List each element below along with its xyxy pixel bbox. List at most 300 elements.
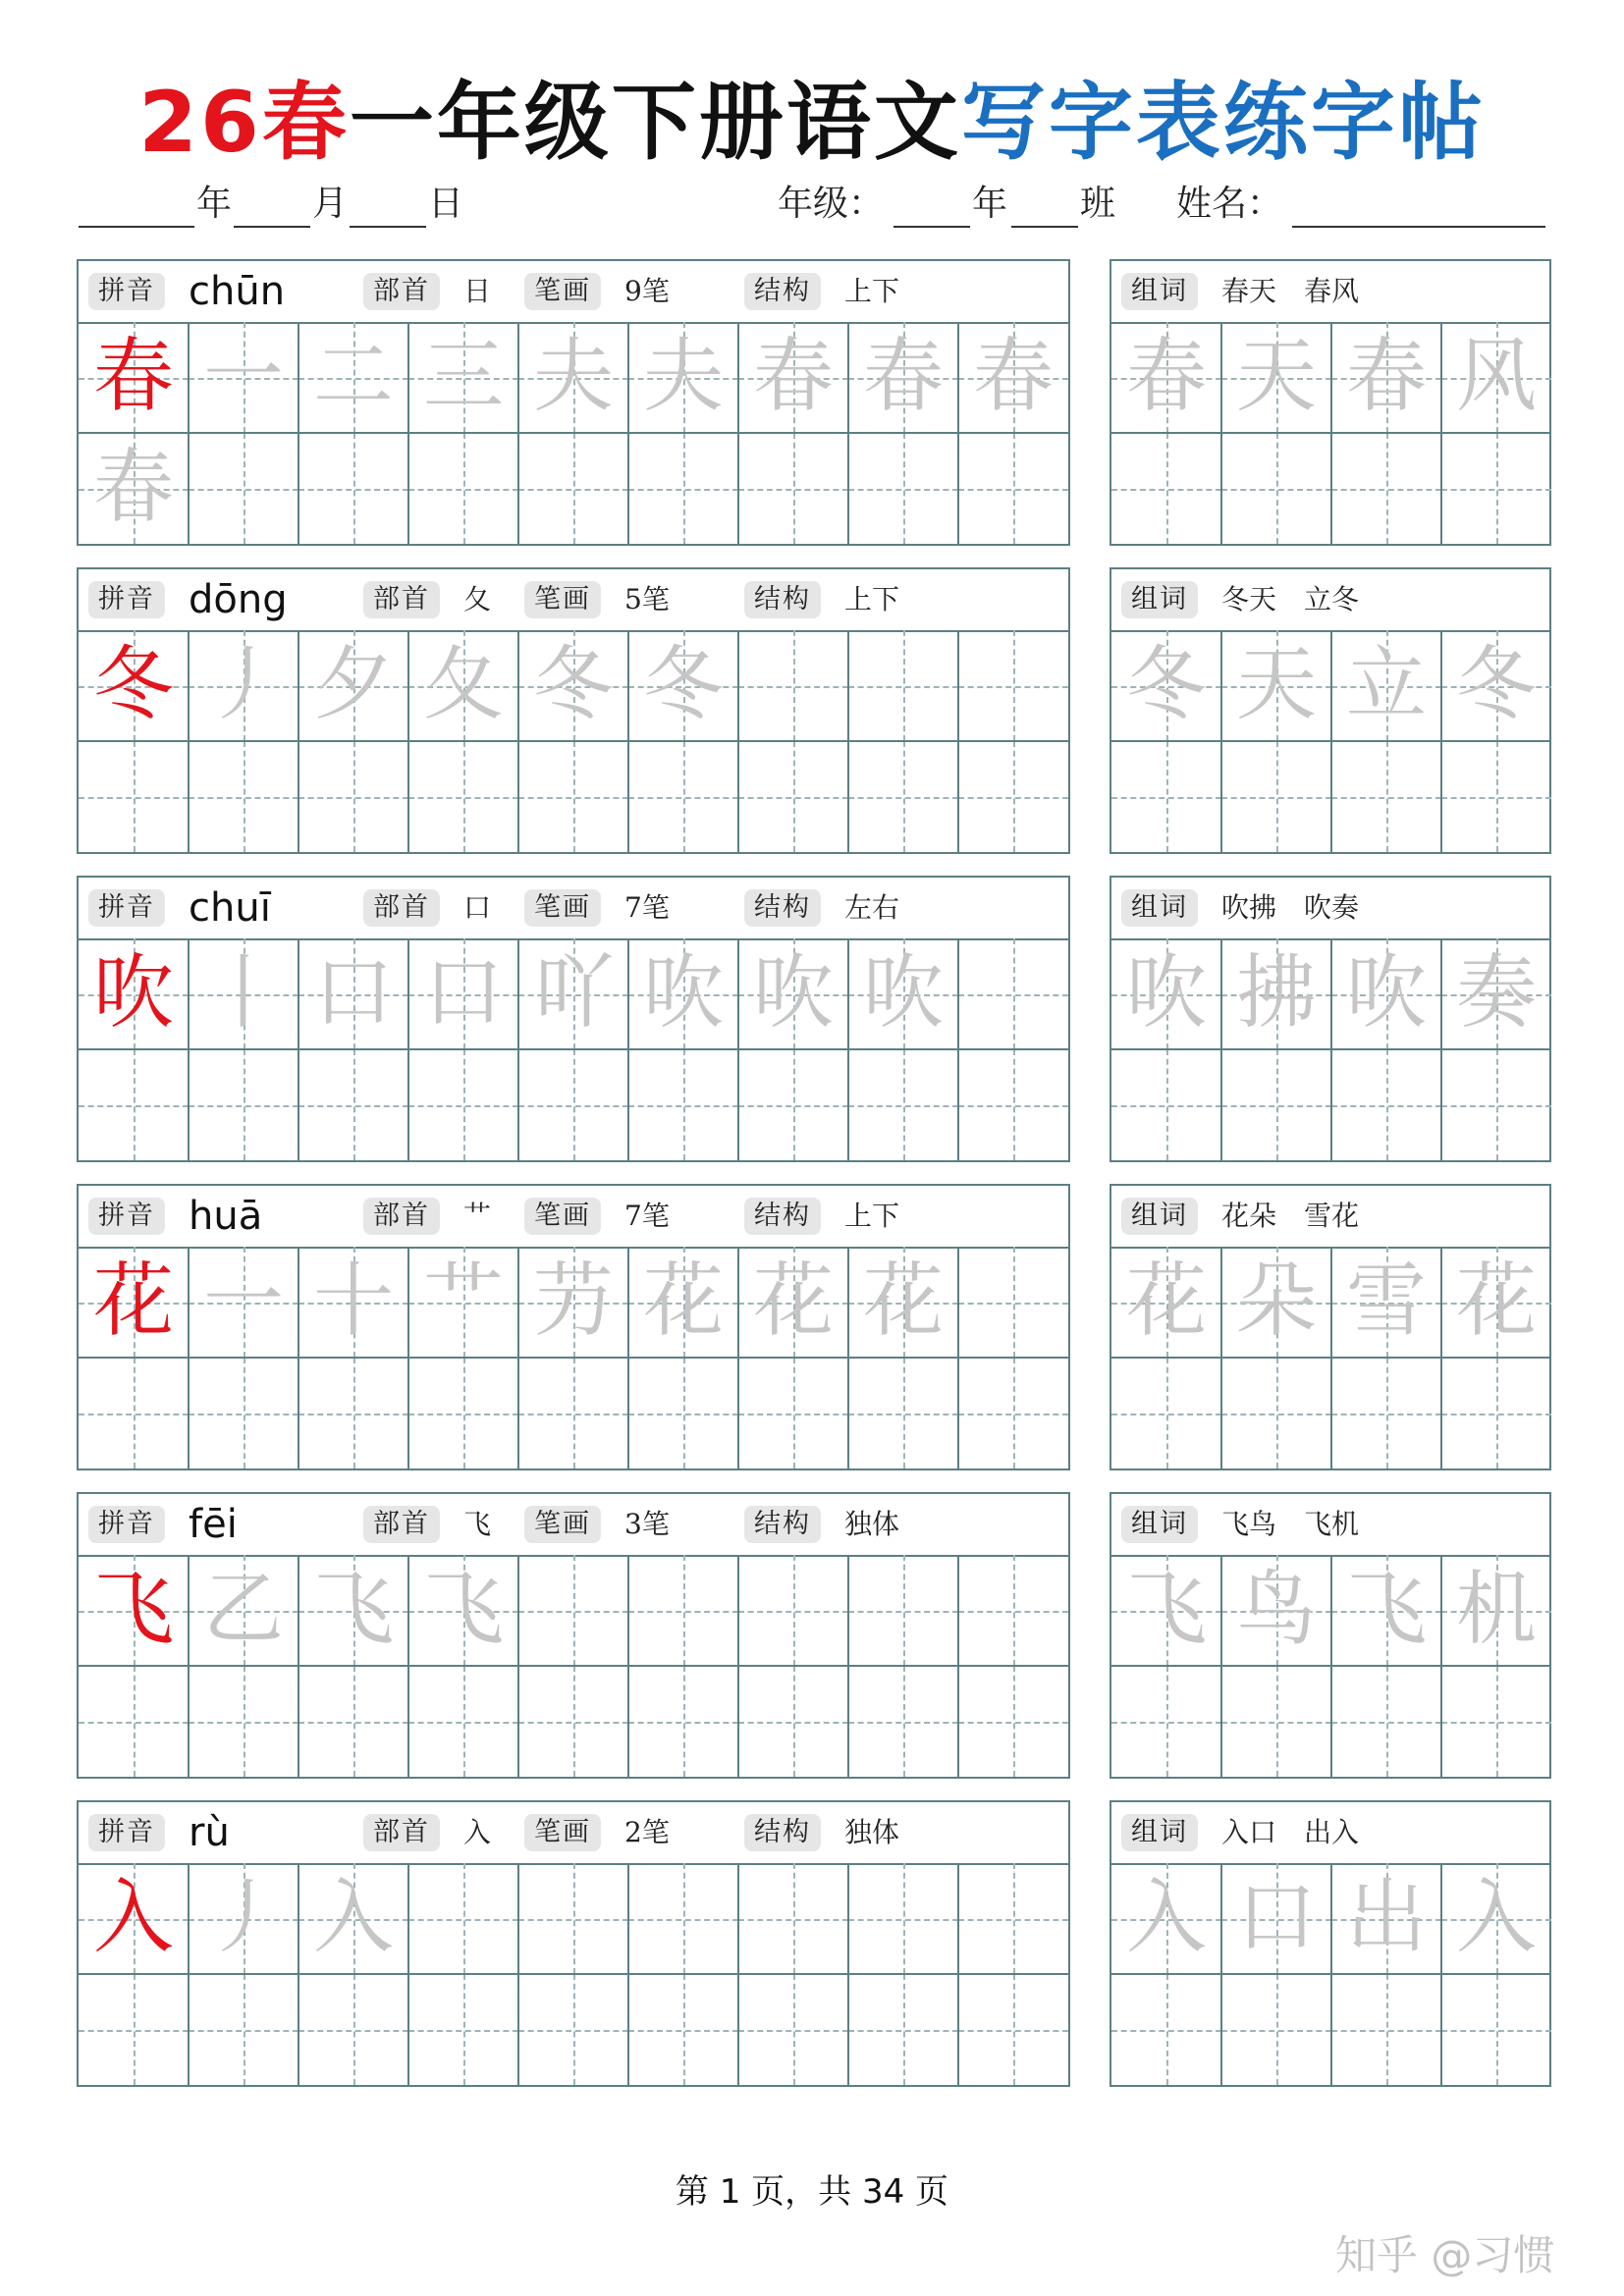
model-character: 春	[92, 330, 174, 423]
guide-line-v	[903, 1666, 905, 1777]
writing-cell[interactable]	[738, 630, 848, 741]
guide-line-v	[1386, 1049, 1388, 1160]
pinyin-tag: 拼音	[88, 581, 165, 618]
word-trace-character: 入	[1125, 1871, 1207, 1964]
guide-line-v	[1276, 1358, 1278, 1468]
writing-cell[interactable]	[518, 1555, 628, 1666]
writing-cell[interactable]	[189, 433, 298, 544]
word-info-header	[1111, 1186, 1549, 1249]
stroke-step-character: 一	[202, 1255, 284, 1348]
strokes-tag: 笔画	[524, 889, 601, 927]
strokes-tag: 笔画	[524, 273, 601, 310]
word-trace-character: 朵	[1235, 1255, 1317, 1348]
writing-cell[interactable]	[298, 1666, 408, 1777]
writing-cell[interactable]	[189, 1974, 298, 2085]
year-label: 年	[196, 184, 233, 224]
guide-line-v	[793, 1049, 795, 1160]
day-label: 日	[428, 184, 464, 224]
guide-line-v	[1386, 1358, 1388, 1468]
guide-line-v	[1496, 433, 1498, 544]
word-info-header	[1111, 878, 1549, 940]
strokes-tag: 笔画	[524, 1506, 601, 1543]
word-trace-character: 花	[1125, 1255, 1207, 1348]
guide-line-v	[353, 1974, 355, 2085]
guide-line-v	[793, 433, 795, 544]
guide-line-v	[793, 1358, 795, 1468]
writing-cell[interactable]	[1331, 1974, 1441, 2085]
guide-line-v	[793, 1555, 795, 1666]
guide-line-v	[1276, 741, 1278, 852]
writing-cell[interactable]	[738, 1358, 848, 1468]
writing-cell[interactable]	[848, 741, 958, 852]
guide-line-v	[244, 1666, 245, 1777]
writing-cell[interactable]	[79, 1358, 189, 1468]
pinyin-value: chūn	[189, 269, 286, 314]
writing-cell[interactable]	[1331, 1049, 1441, 1160]
writing-cell[interactable]	[1111, 1666, 1221, 1777]
writing-cell[interactable]	[408, 1974, 518, 2085]
pinyin-value: rù	[189, 1810, 230, 1855]
writing-cell[interactable]	[848, 1974, 958, 2085]
structure-value: 左右	[844, 891, 900, 924]
character-info-header	[79, 878, 1068, 940]
writing-cell[interactable]	[189, 1666, 298, 1777]
writing-cell[interactable]	[958, 630, 1068, 741]
writing-cell[interactable]	[1221, 1974, 1331, 2085]
writing-cell[interactable]	[1221, 433, 1331, 544]
writing-cell[interactable]	[408, 741, 518, 852]
model-character: 冬	[92, 638, 174, 731]
guide-line-v	[793, 741, 795, 852]
writing-cell[interactable]	[1111, 433, 1221, 544]
pinyin-tag: 拼音	[88, 1814, 165, 1851]
guide-line-v	[573, 1555, 575, 1666]
guide-line-v	[1013, 938, 1015, 1049]
writing-cell[interactable]	[958, 1974, 1068, 2085]
grade-blank[interactable]	[893, 226, 970, 228]
writing-cell[interactable]	[958, 1049, 1068, 1160]
writing-cell[interactable]	[848, 1863, 958, 1974]
structure-tag: 结构	[744, 889, 821, 927]
writing-cell[interactable]	[738, 1863, 848, 1974]
radical-value: 飞	[463, 1508, 492, 1540]
writing-grid	[79, 1555, 1068, 1777]
writing-cell[interactable]	[518, 1974, 628, 2085]
guide-line-v	[683, 1974, 685, 2085]
guide-line-v	[573, 1974, 575, 2085]
writing-cell[interactable]	[408, 433, 518, 544]
word-trace-character: 立	[1345, 638, 1427, 731]
title-part-practice: 写字表练字帖	[960, 74, 1486, 172]
writing-cell[interactable]	[848, 630, 958, 741]
guide-line-v	[1013, 1555, 1015, 1666]
writing-cell[interactable]	[518, 1049, 628, 1160]
stroke-step-character: 夫	[642, 330, 724, 423]
guide-line-v	[353, 1358, 355, 1468]
writing-cell[interactable]	[738, 1974, 848, 2085]
character-practice-block	[77, 567, 1070, 854]
pinyin-tag: 拼音	[88, 1198, 165, 1235]
guide-line-v	[903, 433, 905, 544]
word-trace-character: 奏	[1455, 946, 1537, 1040]
writing-cell[interactable]	[738, 433, 848, 544]
writing-cell[interactable]	[628, 1863, 738, 1974]
writing-cell[interactable]	[408, 1863, 518, 1974]
guide-line-v	[1013, 1974, 1015, 2085]
strokes-tag: 笔画	[524, 581, 601, 618]
guide-line-v	[1166, 1974, 1168, 2085]
writing-cell[interactable]	[518, 1358, 628, 1468]
writing-cell[interactable]	[189, 1049, 298, 1160]
pinyin-value: fēi	[189, 1502, 238, 1547]
writing-cell[interactable]	[1111, 1049, 1221, 1160]
word-trace-character: 天	[1235, 330, 1317, 423]
guide-line-v	[1496, 1049, 1498, 1160]
word-trace-character: 天	[1235, 638, 1317, 731]
word-trace-character: 花	[1455, 1255, 1537, 1348]
words-value: 入口 出入	[1221, 1816, 1360, 1848]
structure-tag: 结构	[744, 581, 821, 618]
word-trace-character: 吹	[1345, 946, 1427, 1040]
strokes-value: 2笔	[624, 1816, 670, 1848]
radical-value: 日	[463, 275, 492, 307]
writing-cell[interactable]	[738, 1049, 848, 1160]
model-character: 飞	[92, 1563, 174, 1656]
guide-line-v	[573, 741, 575, 852]
word-trace-character: 拂	[1235, 946, 1317, 1040]
writing-cell[interactable]	[958, 1555, 1068, 1666]
guide-line-v	[353, 433, 355, 544]
writing-cell[interactable]	[79, 741, 189, 852]
guide-line-v	[1166, 433, 1168, 544]
writing-cell[interactable]	[298, 1049, 408, 1160]
stroke-step-character: 冬	[532, 638, 614, 731]
stroke-step-character: 吹	[862, 946, 944, 1040]
word-trace-character: 雪	[1345, 1255, 1427, 1348]
radical-tag: 部首	[363, 581, 440, 618]
writing-cell[interactable]	[1441, 1974, 1551, 2085]
word-practice-block	[1110, 567, 1551, 854]
writing-cell[interactable]	[628, 1555, 738, 1666]
writing-cell[interactable]	[1221, 1358, 1331, 1468]
writing-cell[interactable]	[408, 1666, 518, 1777]
stroke-step-character: 丿	[202, 1871, 284, 1964]
word-info-header	[1111, 1494, 1549, 1557]
character-info-header	[79, 1494, 1068, 1557]
writing-cell[interactable]	[628, 1974, 738, 2085]
writing-cell[interactable]	[189, 741, 298, 852]
writing-cell[interactable]	[518, 1666, 628, 1777]
writing-grid	[79, 630, 1068, 852]
guide-line-v	[463, 1863, 465, 1974]
radical-tag: 部首	[363, 273, 440, 310]
guide-line-v	[1496, 1358, 1498, 1468]
guide-line-v	[244, 433, 245, 544]
words-value: 春天 春风	[1221, 275, 1360, 307]
guide-line-v	[1013, 1049, 1015, 1160]
stroke-step-character: 花	[752, 1255, 834, 1348]
writing-cell[interactable]	[1331, 1358, 1441, 1468]
writing-cell[interactable]	[848, 1358, 958, 1468]
writing-cell[interactable]	[958, 1666, 1068, 1777]
guide-line-v	[1496, 1666, 1498, 1777]
guide-line-v	[903, 1049, 905, 1160]
pinyin-value: huā	[189, 1194, 263, 1239]
month-blank[interactable]	[234, 226, 310, 228]
writing-cell[interactable]	[1111, 1974, 1221, 2085]
writing-cell[interactable]	[298, 1358, 408, 1468]
word-writing-grid	[1111, 1247, 1549, 1468]
writing-cell[interactable]	[848, 1049, 958, 1160]
writing-cell[interactable]	[848, 433, 958, 544]
trace-character: 春	[92, 441, 174, 534]
guide-line-v	[573, 1863, 575, 1974]
guide-line-v	[683, 1863, 685, 1974]
guide-line-v	[134, 1666, 135, 1777]
structure-value: 上下	[844, 1200, 900, 1232]
guide-line-v	[1013, 433, 1015, 544]
word-practice-block	[1110, 1492, 1551, 1779]
words-tag: 组词	[1121, 273, 1198, 310]
stroke-step-character: 丨	[202, 946, 284, 1040]
writing-cell[interactable]	[1111, 1358, 1221, 1468]
writing-cell[interactable]	[518, 1863, 628, 1974]
watermark: 知乎 @习惯	[1335, 2231, 1555, 2279]
pinyin-tag: 拼音	[88, 273, 165, 310]
word-practice-block	[1110, 1800, 1551, 2087]
guide-line-v	[683, 433, 685, 544]
name-blank[interactable]	[1292, 226, 1545, 228]
guide-line-v	[1386, 741, 1388, 852]
class-blank[interactable]	[1011, 226, 1078, 228]
strokes-value: 5笔	[624, 583, 670, 615]
words-tag: 组词	[1121, 1814, 1198, 1851]
word-writing-grid	[1111, 938, 1549, 1160]
writing-cell[interactable]	[1331, 741, 1441, 852]
stroke-step-character: 丿	[202, 638, 284, 731]
writing-cell[interactable]	[1331, 1666, 1441, 1777]
writing-cell[interactable]	[738, 741, 848, 852]
writing-grid	[79, 938, 1068, 1160]
word-trace-character: 春	[1125, 330, 1207, 423]
words-tag: 组词	[1121, 889, 1198, 927]
strokes-value: 7笔	[624, 891, 670, 924]
word-trace-character: 风	[1455, 330, 1537, 423]
word-practice-block	[1110, 259, 1551, 546]
character-info-header	[79, 1186, 1068, 1249]
writing-cell[interactable]	[408, 1358, 518, 1468]
stroke-step-character: 春	[972, 330, 1054, 423]
title-part-grade: 一年级下册语文	[349, 74, 961, 172]
writing-grid	[79, 1247, 1068, 1468]
writing-cell[interactable]	[298, 1974, 408, 2085]
stroke-step-character: 口	[312, 946, 394, 1040]
writing-cell[interactable]	[958, 1247, 1068, 1358]
structure-tag: 结构	[744, 1814, 821, 1851]
word-trace-character: 口	[1235, 1871, 1317, 1964]
guide-line-v	[1276, 1666, 1278, 1777]
stroke-step-character: 芀	[532, 1255, 614, 1348]
stroke-step-character: 吹	[752, 946, 834, 1040]
stroke-step-character: 飞	[312, 1563, 394, 1656]
writing-cell[interactable]	[1441, 1358, 1551, 1468]
stroke-step-character: 花	[642, 1255, 724, 1348]
month-label: 月	[312, 184, 349, 224]
character-practice-block	[77, 1492, 1070, 1779]
stroke-step-character: 入	[312, 1871, 394, 1964]
stroke-step-character: 一	[202, 330, 284, 423]
writing-cell[interactable]	[628, 1049, 738, 1160]
guide-line-v	[1166, 1666, 1168, 1777]
guide-line-v	[903, 741, 905, 852]
pinyin-tag: 拼音	[88, 1506, 165, 1543]
strokes-tag: 笔画	[524, 1198, 601, 1235]
structure-value: 上下	[844, 583, 900, 615]
guide-line-v	[683, 1358, 685, 1468]
writing-cell[interactable]	[958, 938, 1068, 1049]
stroke-step-character: 冬	[642, 638, 724, 731]
guide-line-v	[244, 1974, 245, 2085]
writing-cell[interactable]	[1111, 741, 1221, 852]
word-info-header	[1111, 1802, 1549, 1865]
stroke-step-character: 口	[422, 946, 504, 1040]
writing-cell[interactable]	[1441, 1049, 1551, 1160]
guide-line-v	[244, 1049, 245, 1160]
word-trace-character: 出	[1345, 1871, 1427, 1964]
guide-line-v	[793, 1666, 795, 1777]
guide-line-v	[1013, 1247, 1015, 1358]
writing-cell[interactable]	[848, 1666, 958, 1777]
character-practice-block	[77, 876, 1070, 1162]
writing-cell[interactable]	[628, 433, 738, 544]
guide-line-v	[1276, 433, 1278, 544]
word-trace-character: 鸟	[1235, 1563, 1317, 1656]
writing-cell[interactable]	[1331, 433, 1441, 544]
writing-cell[interactable]	[628, 741, 738, 852]
guide-line-v	[463, 1049, 465, 1160]
word-trace-character: 冬	[1455, 638, 1537, 731]
radical-tag: 部首	[363, 1814, 440, 1851]
guide-line-v	[903, 1555, 905, 1666]
grade-year-label: 年	[972, 184, 1008, 224]
writing-cell[interactable]	[408, 1049, 518, 1160]
radical-value: 艹	[463, 1200, 492, 1232]
writing-cell[interactable]	[628, 1666, 738, 1777]
words-tag: 组词	[1121, 581, 1198, 618]
radical-value: 入	[463, 1816, 492, 1848]
words-tag: 组词	[1121, 1506, 1198, 1543]
writing-cell[interactable]	[848, 1555, 958, 1666]
guide-line-v	[683, 1049, 685, 1160]
writing-cell[interactable]	[1221, 1666, 1331, 1777]
writing-cell[interactable]	[1221, 741, 1331, 852]
guide-line-v	[134, 1049, 135, 1160]
writing-cell[interactable]	[1441, 1666, 1551, 1777]
words-value: 冬天 立冬	[1221, 583, 1360, 615]
structure-value: 独体	[844, 1508, 900, 1540]
writing-cell[interactable]	[738, 1666, 848, 1777]
writing-cell[interactable]	[958, 1358, 1068, 1468]
stroke-step-character: 花	[862, 1255, 944, 1348]
character-practice-block	[77, 1184, 1070, 1470]
guide-line-v	[244, 1358, 245, 1468]
radical-value: 口	[463, 891, 492, 924]
guide-line-v	[573, 1358, 575, 1468]
word-practice-block	[1110, 1184, 1551, 1470]
model-character: 吹	[92, 946, 174, 1040]
structure-value: 独体	[844, 1816, 900, 1848]
page-title	[0, 54, 1624, 176]
title-part-season: 26春	[138, 74, 350, 172]
word-trace-character: 吹	[1125, 946, 1207, 1040]
guide-line-v	[903, 1974, 905, 2085]
radical-value: 夂	[463, 583, 492, 615]
year-blank[interactable]	[79, 226, 194, 228]
day-blank[interactable]	[350, 226, 426, 228]
guide-line-v	[573, 1049, 575, 1160]
writing-cell[interactable]	[518, 433, 628, 544]
guide-line-v	[463, 433, 465, 544]
guide-line-v	[1013, 1666, 1015, 1777]
grade-label: 年级：	[778, 184, 885, 224]
character-info-header	[79, 261, 1068, 324]
writing-cell[interactable]	[79, 1049, 189, 1160]
guide-line-v	[793, 630, 795, 741]
model-character: 入	[92, 1871, 174, 1964]
guide-line-v	[1166, 1358, 1168, 1468]
word-trace-character: 飞	[1345, 1563, 1427, 1656]
guide-line-v	[1386, 433, 1388, 544]
guide-line-v	[1496, 1974, 1498, 2085]
stroke-step-character: 夂	[422, 638, 504, 731]
guide-line-v	[573, 433, 575, 544]
writing-cell[interactable]	[1441, 433, 1551, 544]
writing-cell[interactable]	[298, 433, 408, 544]
guide-line-v	[793, 1863, 795, 1974]
guide-line-v	[903, 1863, 905, 1974]
guide-line-v	[463, 1974, 465, 2085]
guide-line-v	[1496, 741, 1498, 852]
writing-cell[interactable]	[738, 1555, 848, 1666]
writing-cell[interactable]	[1441, 741, 1551, 852]
pinyin-value: chuī	[189, 885, 271, 931]
writing-cell[interactable]	[628, 1358, 738, 1468]
words-value: 飞鸟 飞机	[1221, 1508, 1360, 1540]
writing-cell[interactable]	[958, 1863, 1068, 1974]
writing-cell[interactable]	[518, 741, 628, 852]
writing-cell[interactable]	[79, 1666, 189, 1777]
word-trace-character: 机	[1455, 1563, 1537, 1656]
writing-cell[interactable]	[189, 1358, 298, 1468]
writing-cell[interactable]	[1221, 1049, 1331, 1160]
words-value: 吹拂 吹奏	[1221, 891, 1360, 924]
guide-line-v	[1276, 1974, 1278, 2085]
guide-line-v	[903, 630, 905, 741]
guide-line-v	[463, 1666, 465, 1777]
writing-cell[interactable]	[79, 1974, 189, 2085]
character-practice-block	[77, 259, 1070, 546]
structure-tag: 结构	[744, 1198, 821, 1235]
writing-cell[interactable]	[298, 741, 408, 852]
stroke-step-character: 春	[862, 330, 944, 423]
writing-cell[interactable]	[958, 433, 1068, 544]
pinyin-value: dōng	[189, 577, 288, 622]
writing-cell[interactable]	[958, 741, 1068, 852]
guide-line-v	[1166, 741, 1168, 852]
guide-line-v	[463, 1358, 465, 1468]
word-practice-block	[1110, 876, 1551, 1162]
word-writing-grid	[1111, 322, 1549, 544]
